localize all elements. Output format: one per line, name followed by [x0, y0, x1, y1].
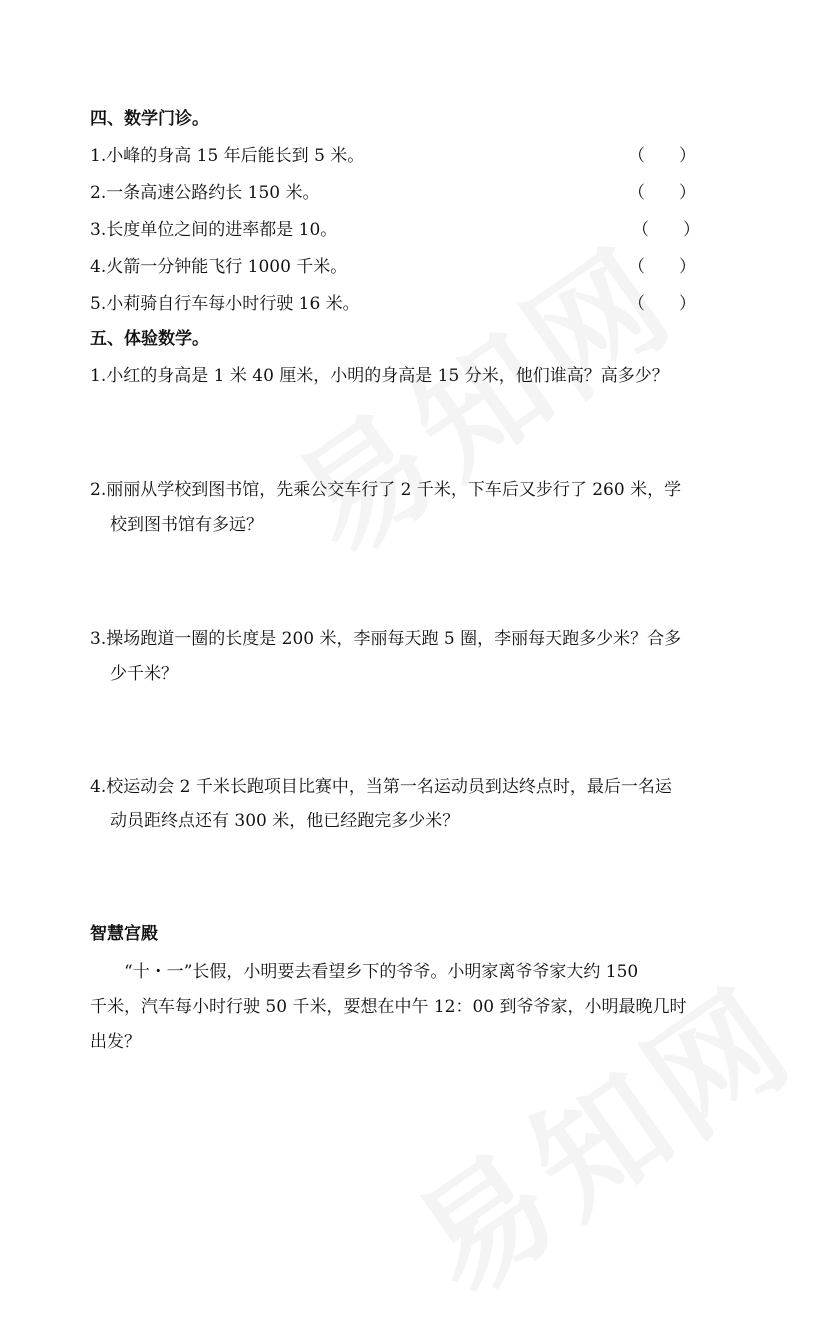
question-1: 1.小红的身高是 1 米 40 厘米，小明的身高是 15 分米，他们谁高？高多少？	[90, 366, 669, 386]
question-3-line-1: 3.操场跑道一圈的长度是 200 米，李丽每天跑 5 圈，李丽每天跑多少米？合多	[90, 629, 682, 649]
question-2-line-1: 2.丽丽从学校到图书馆，先乘公交车行了 2 千米，下车后又步行了 260 米，学	[90, 480, 682, 500]
question-4-line-1: 4.校运动会 2 千米长跑项目比赛中，当第一名运动员到达终点时，最后一名运	[90, 777, 672, 797]
question-4-line-2: 动员距终点还有 300 米，他已经跑完多少米？	[110, 811, 460, 831]
question-3-line-2: 少千米？	[110, 664, 178, 684]
answer-parentheses: （ ）	[628, 183, 696, 203]
wisdom-palace-title: 智慧宫殿	[90, 924, 158, 944]
answer-parentheses: （ ）	[628, 146, 696, 166]
section-4-item: 2.一条高速公路约长 150 米。	[90, 183, 320, 203]
section-4-title: 四、数学门诊。	[90, 109, 209, 129]
section-4-item: 1.小峰的身高 15 年后能长到 5 米。	[90, 146, 365, 166]
question-2-line-2: 校到图书馆有多远？	[110, 515, 263, 535]
answer-parentheses: （ ）	[628, 257, 696, 277]
answer-parentheses: （ ）	[628, 294, 696, 314]
section-5-title: 五、体验数学。	[90, 329, 209, 349]
wisdom-line-3: 出发？	[90, 1032, 141, 1052]
answer-parentheses: （ ）	[632, 220, 700, 240]
wisdom-line-2: 千米，汽车每小时行驶 50 千米，要想在中午 12：00 到爷爷家，小明最晚几时	[90, 997, 687, 1017]
section-4-item: 5.小莉骑自行车每小时行驶 16 米。	[90, 294, 360, 314]
wisdom-line-1: “十・一”长假，小明要去看望乡下的爷爷。小明家离爷爷家大约 150	[124, 962, 639, 982]
section-4-item: 3.长度单位之间的进率都是 10。	[90, 220, 338, 240]
section-4-item: 4.火箭一分钟能飞行 1000 千米。	[90, 257, 348, 277]
